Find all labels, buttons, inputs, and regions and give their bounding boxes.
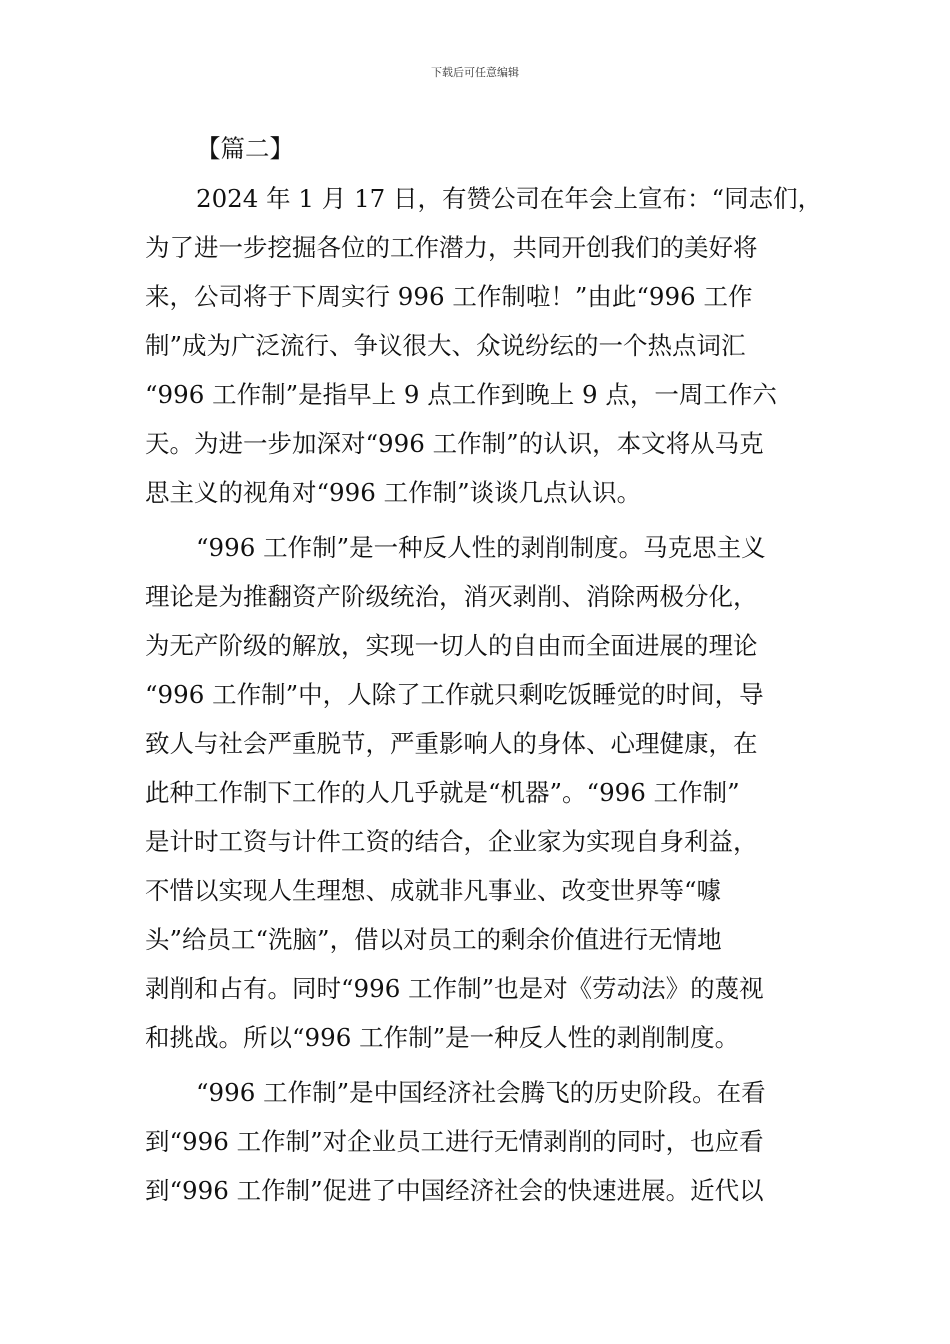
page-header-note: 下载后可任意编辑 xyxy=(431,66,519,79)
text-line: 理论是为推翻资产阶级统治，消灭剥削、消除两极分化， xyxy=(145,582,758,611)
text-line: 思主义的视角对“996 工作制”谈谈几点认识。 xyxy=(145,478,642,507)
text-line: 到“996 工作制”促进了中国经济社会的快速进展。近代以 xyxy=(145,1176,764,1205)
text-line: 来，公司将于下周实行 996 工作制啦！”由此“996 工作 xyxy=(145,282,753,311)
text-line: 是计时工资与计件工资的结合，企业家为实现自身利益， xyxy=(145,827,758,856)
text-line: 致人与社会严重脱节，严重影响人的身体、心理健康，在 xyxy=(145,729,758,758)
text-line: 为无产阶级的解放，实现一切人的自由而全面进展的理论 xyxy=(145,631,758,660)
section-title: 【篇二】 xyxy=(196,134,294,163)
text-line: “996 工作制”中，人除了工作就只剩吃饭睡觉的时间，导 xyxy=(145,680,764,709)
text-line: 不惜以实现人生理想、成就非凡事业、改变世界等“噱 xyxy=(145,876,722,905)
text-line: 2024 年 1 月 17 日，有赞公司在年会上宣布：“同志们， xyxy=(196,184,823,213)
text-line: “996 工作制”是一种反人性的剥削制度。马克思主义 xyxy=(196,533,766,562)
text-line: 头”给员工“洗脑”，借以对员工的剩余价值进行无情地 xyxy=(145,925,722,954)
text-line: 天。为进一步加深对“996 工作制”的认识，本文将从马克 xyxy=(145,429,764,458)
text-line: 剥削和占有。同时“996 工作制”也是对《劳动法》的蔑视 xyxy=(145,974,764,1003)
text-line: “996 工作制”是指早上 9 点工作到晚上 9 点，一周工作六 xyxy=(145,380,777,409)
text-line: “996 工作制”是中国经济社会腾飞的历史阶段。在看 xyxy=(196,1078,766,1107)
text-line: 和挑战。所以“996 工作制”是一种反人性的剥削制度。 xyxy=(145,1023,740,1052)
text-line: 制”成为广泛流行、争议很大、众说纷纭的一个热点词汇 xyxy=(145,331,746,360)
text-line: 此种工作制下工作的人几乎就是“机器”。“996 工作制” xyxy=(145,778,740,807)
text-line: 为了进一步挖掘各位的工作潜力，共同开创我们的美好将 xyxy=(145,233,758,262)
text-line: 到“996 工作制”对企业员工进行无情剥削的同时，也应看 xyxy=(145,1127,764,1156)
